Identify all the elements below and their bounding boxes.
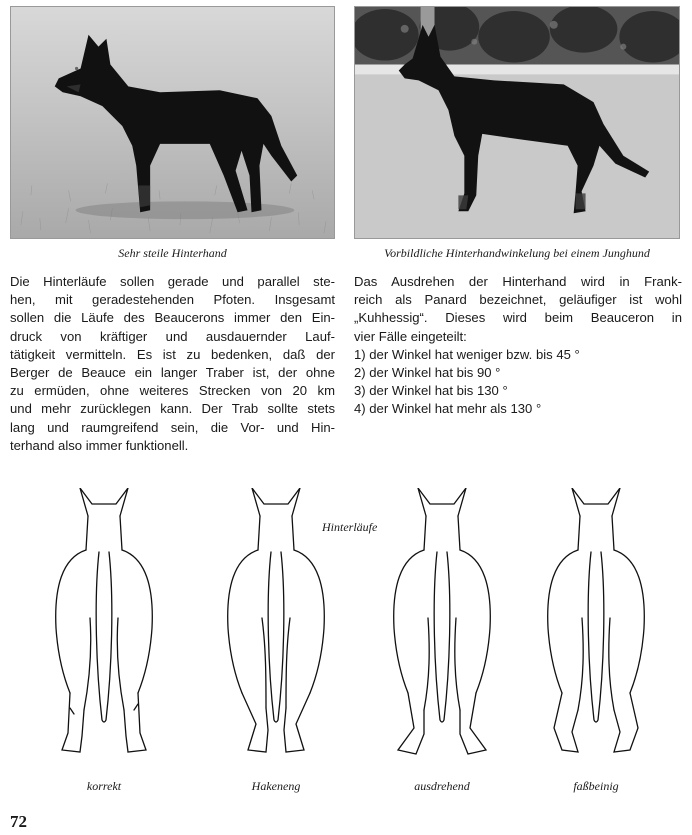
figure-label-correct: korrekt — [86, 779, 122, 793]
text-line: und mehr zurücklegen kann. Der Trab sollte stets — [10, 401, 335, 417]
figure-title: Hinterläufe — [322, 520, 378, 534]
figure-turned-out — [394, 488, 491, 754]
photo-dog-steep-hindquarters — [10, 6, 335, 239]
text-line: terhand also immer funktionell. — [10, 437, 189, 453]
text-line: sollen die Läufe des Beaucerons immer den Ein- — [10, 310, 335, 326]
figure-barrel-legged — [548, 488, 645, 752]
body-text-right — [354, 273, 682, 419]
text-line: Die Hinterläufe sollen gerade und parallel ste- — [10, 274, 335, 289]
list-item: 2) der Winkel hat bis 90 ° — [354, 365, 501, 381]
page-number: 72 — [10, 812, 27, 831]
photo-caption-left: Sehr steile Hinterhand — [118, 246, 227, 260]
figure-label-fassbeinig: faßbeinig — [573, 779, 619, 793]
text-line: vier Fälle eingeteilt: — [354, 328, 467, 344]
list-item: 3) der Winkel hat bis 130 ° — [354, 383, 508, 399]
list-item: 1) der Winkel hat weniger bzw. bis 45 ° — [354, 346, 580, 362]
text-line: reich als Panard bezeichnet, geläufiger ist wohl — [354, 292, 682, 308]
photo-caption-right: Vorbildliche Hinterhandwinkelung bei einem Junghund — [384, 246, 650, 260]
body-text-left — [10, 273, 335, 455]
photo-young-dog-exemplary-angulation — [354, 6, 680, 239]
text-line: druck von kräftiger und ausdauernder Lauf- — [10, 328, 335, 344]
text-line: tätigkeit vermitteln. Es ist zu bedenken, daß der — [10, 346, 335, 362]
text-line: lang und raumgreifend sein, die Vor- und Hin- — [10, 419, 335, 435]
figure-label-hakeneng: Hakeneng — [251, 779, 301, 793]
list-item: 4) der Winkel hat mehr als 130 ° — [354, 401, 542, 417]
figure-label-ausdrehend: ausdrehend — [414, 779, 470, 793]
text-line: zu ermüden, ohne weiteres Strecken von 20 km — [10, 383, 335, 399]
text-line: Das Ausdrehen der Hinterhand wird in Frank- — [354, 274, 682, 289]
figure-correct — [56, 488, 153, 752]
text-line: „Kuhhessig“. Dieses wird beim Beauceron in — [354, 310, 682, 326]
text-line: Berger de Beauce ein langer Traber ist, der ohne — [10, 365, 335, 381]
text-line: hen, mit geradestehenden Pfoten. Insgesamt — [10, 292, 335, 308]
figure-cow-hocked-narrow — [228, 488, 325, 752]
